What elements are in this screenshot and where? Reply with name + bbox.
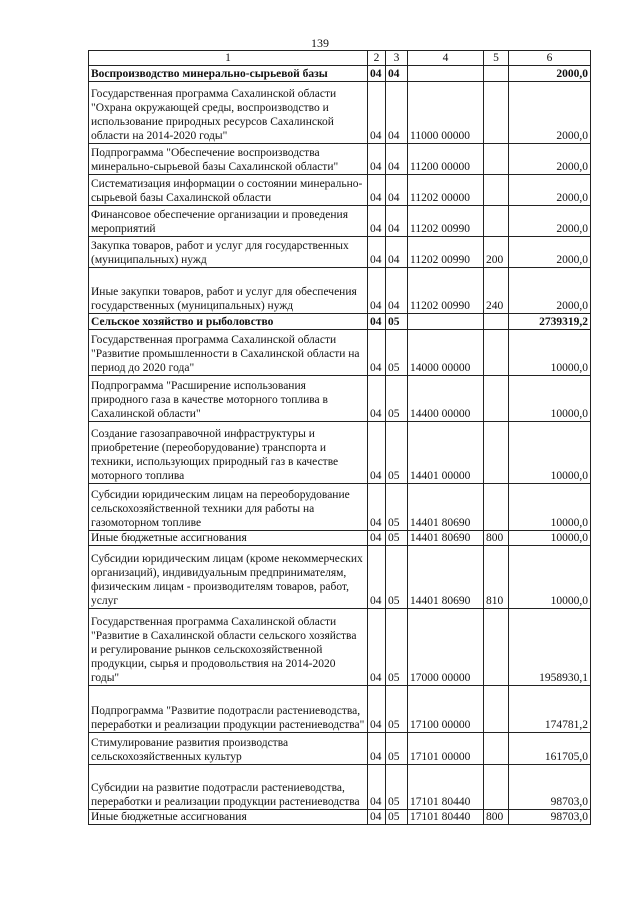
target-code-cell: 14401 80690 [408, 531, 484, 546]
subsection-code-cell: 05 [386, 484, 408, 531]
section-row [89, 66, 591, 82]
target-code-cell: 17100 00000 [408, 686, 484, 733]
amount-cell: 2000,0 [509, 82, 591, 144]
table-row [89, 268, 591, 314]
section-code-cell: 04 [368, 66, 386, 82]
section-code-cell: 04 [368, 330, 386, 376]
section-row [89, 314, 591, 330]
row-name-cell: Иные бюджетные ассигнования [89, 531, 368, 546]
table-body [89, 66, 591, 825]
target-code-cell: 11202 00990 [408, 206, 484, 237]
section-code-cell: 04 [368, 546, 386, 609]
subsection-code-cell: 05 [386, 733, 408, 765]
row-name-cell: Подпрограмма "Развитие подотрасли растениеводства, переработки и реализации продукции растениеводства" [89, 686, 368, 733]
col-header-section: 2 [368, 51, 386, 66]
table-row [89, 330, 591, 376]
col-header-subsection: 3 [386, 51, 408, 66]
section-code-cell: 04 [368, 144, 386, 175]
col-header-expense-type: 5 [484, 51, 509, 66]
amount-cell: 10000,0 [509, 330, 591, 376]
subsection-code-cell: 05 [386, 422, 408, 484]
table-row [89, 206, 591, 237]
subsection-code-cell: 05 [386, 609, 408, 686]
table-row [89, 237, 591, 268]
section-code-cell: 04 [368, 206, 386, 237]
expense-type-cell: 240 [484, 268, 509, 314]
amount-cell: 10000,0 [509, 422, 591, 484]
table-row [89, 686, 591, 733]
expense-type-cell [484, 484, 509, 531]
subsection-code-cell: 05 [386, 765, 408, 810]
target-code-cell: 17000 00000 [408, 609, 484, 686]
table-row [89, 609, 591, 686]
subsection-code-cell: 04 [386, 206, 408, 237]
subsection-code-cell: 04 [386, 268, 408, 314]
expense-type-cell [484, 206, 509, 237]
table-row [89, 144, 591, 175]
subsection-code-cell: 04 [386, 175, 408, 206]
section-code-cell: 04 [368, 237, 386, 268]
amount-cell: 98703,0 [509, 810, 591, 825]
target-code-cell [408, 66, 484, 82]
subsection-code-cell: 05 [386, 810, 408, 825]
section-code-cell: 04 [368, 376, 386, 422]
row-name-cell: Систематизация информации о состоянии минерально-сырьевой базы Сахалинской области [89, 175, 368, 206]
expense-type-cell [484, 82, 509, 144]
expense-type-cell: 200 [484, 237, 509, 268]
table-row [89, 175, 591, 206]
row-name-cell: Иные бюджетные ассигнования [89, 810, 368, 825]
target-code-cell: 11200 00000 [408, 144, 484, 175]
expense-type-cell [484, 765, 509, 810]
section-code-cell: 04 [368, 268, 386, 314]
expense-type-cell [484, 376, 509, 422]
target-code-cell: 11202 00990 [408, 237, 484, 268]
row-name-cell: Субсидии юридическим лицам (кроме некоммерческих организаций), индивидуальным предпринимателям, физическим лицам - производителям товаров, работ, услуг [89, 546, 368, 609]
expense-type-cell [484, 422, 509, 484]
row-name-cell: Закупка товаров, работ и услуг для государственных (муниципальных) нужд [89, 237, 368, 268]
subsection-code-cell: 05 [386, 314, 408, 330]
section-code-cell: 04 [368, 810, 386, 825]
col-header-target-code: 4 [408, 51, 484, 66]
target-code-cell: 14401 80690 [408, 546, 484, 609]
subsection-code-cell: 05 [386, 546, 408, 609]
expense-type-cell: 800 [484, 531, 509, 546]
target-code-cell: 11000 00000 [408, 82, 484, 144]
table-row [89, 422, 591, 484]
expense-type-cell [484, 144, 509, 175]
target-code-cell: 17101 80440 [408, 810, 484, 825]
section-code-cell: 04 [368, 484, 386, 531]
amount-cell: 2000,0 [509, 268, 591, 314]
section-code-cell: 04 [368, 609, 386, 686]
table-row [89, 531, 591, 546]
amount-cell: 2000,0 [509, 206, 591, 237]
table-row [89, 376, 591, 422]
row-name-cell: Сельское хозяйство и рыболовство [89, 314, 368, 330]
amount-cell: 10000,0 [509, 546, 591, 609]
section-code-cell: 04 [368, 765, 386, 810]
target-code-cell: 11202 00000 [408, 175, 484, 206]
target-code-cell: 14400 00000 [408, 376, 484, 422]
target-code-cell: 14401 80690 [408, 484, 484, 531]
section-code-cell: 04 [368, 175, 386, 206]
amount-cell: 2000,0 [509, 175, 591, 206]
expense-type-cell [484, 609, 509, 686]
subsection-code-cell: 05 [386, 531, 408, 546]
section-code-cell: 04 [368, 314, 386, 330]
table-row [89, 810, 591, 825]
col-header-amount: 6 [509, 51, 591, 66]
section-code-cell: 04 [368, 686, 386, 733]
subsection-code-cell: 05 [386, 686, 408, 733]
expense-type-cell [484, 175, 509, 206]
row-name-cell: Государственная программа Сахалинской области "Развитие промышленности в Сахалинской области на период до 2020 года" [89, 330, 368, 376]
row-name-cell: Подпрограмма "Обеспечение воспроизводства минерально-сырьевой базы Сахалинской области" [89, 144, 368, 175]
row-name-cell: Подпрограмма "Расширение использования природного газа в качестве моторного топлива в Сахалинской области" [89, 376, 368, 422]
amount-cell: 161705,0 [509, 733, 591, 765]
target-code-cell: 14000 00000 [408, 330, 484, 376]
expense-type-cell: 810 [484, 546, 509, 609]
expense-type-cell [484, 686, 509, 733]
target-code-cell: 14401 00000 [408, 422, 484, 484]
target-code-cell: 11202 00990 [408, 268, 484, 314]
section-code-cell: 04 [368, 82, 386, 144]
subsection-code-cell: 04 [386, 144, 408, 175]
target-code-cell: 17101 80440 [408, 765, 484, 810]
amount-cell: 2000,0 [509, 144, 591, 175]
section-code-cell: 04 [368, 422, 386, 484]
amount-cell: 2739319,2 [509, 314, 591, 330]
expense-type-cell [484, 66, 509, 82]
subsection-code-cell: 05 [386, 330, 408, 376]
amount-cell: 1958930,1 [509, 609, 591, 686]
subsection-code-cell: 05 [386, 376, 408, 422]
row-name-cell: Государственная программа Сахалинской области "Охрана окружающей среды, воспроизводство и использование природных ресурсов Сахалинской области на 2014-2020 годы" [89, 82, 368, 144]
row-name-cell: Финансовое обеспечение организации и проведения мероприятий [89, 206, 368, 237]
table-row [89, 484, 591, 531]
table-row [89, 82, 591, 144]
target-code-cell: 17101 00000 [408, 733, 484, 765]
table-row [89, 765, 591, 810]
amount-cell: 2000,0 [509, 66, 591, 82]
row-name-cell: Воспроизводство минерально-сырьевой базы [89, 66, 368, 82]
col-header-name: 1 [89, 51, 368, 66]
page-number: 139 [311, 36, 329, 50]
expense-type-cell [484, 733, 509, 765]
amount-cell: 10000,0 [509, 531, 591, 546]
row-name-cell: Стимулирование развития производства сельскохозяйственных культур [89, 733, 368, 765]
section-code-cell: 04 [368, 733, 386, 765]
amount-cell: 174781,2 [509, 686, 591, 733]
target-code-cell [408, 314, 484, 330]
table-row [89, 733, 591, 765]
amount-cell: 10000,0 [509, 484, 591, 531]
row-name-cell: Государственная программа Сахалинской области "Развитие в Сахалинской области сельского хозяйства и регулирование рынков сельскохозяйственной продукции, сырья и продовольствия на 2014-2020 годы" [89, 609, 368, 686]
row-name-cell: Субсидии юридическим лицам на переоборудование сельскохозяйственной техники для работы на газомоторном топливе [89, 484, 368, 531]
amount-cell: 2000,0 [509, 237, 591, 268]
header-row [89, 51, 591, 66]
subsection-code-cell: 04 [386, 66, 408, 82]
amount-cell: 10000,0 [509, 376, 591, 422]
row-name-cell: Субсидии на развитие подотрасли растениеводства, переработки и реализации продукции растениеводства [89, 765, 368, 810]
subsection-code-cell: 04 [386, 237, 408, 268]
section-code-cell: 04 [368, 531, 386, 546]
row-name-cell: Иные закупки товаров, работ и услуг для обеспечения государственных (муниципальных) нужд [89, 268, 368, 314]
budget-table [88, 50, 591, 825]
table-row [89, 546, 591, 609]
expense-type-cell [484, 330, 509, 376]
row-name-cell: Создание газозаправочной инфраструктуры и приобретение (переоборудование) транспорта и техники, использующих природный газ в качестве моторного топлива [89, 422, 368, 484]
expense-type-cell: 800 [484, 810, 509, 825]
subsection-code-cell: 04 [386, 82, 408, 144]
amount-cell: 98703,0 [509, 765, 591, 810]
expense-type-cell [484, 314, 509, 330]
